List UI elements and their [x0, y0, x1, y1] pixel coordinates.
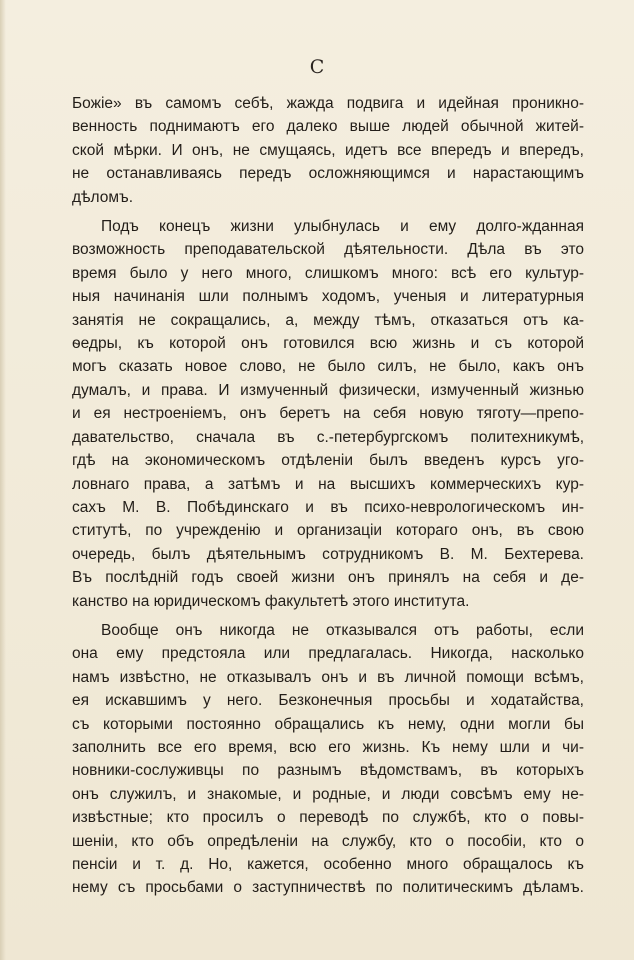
text-line: ея искавшимъ у него. Безконечныя просьбы и ходатайства, — [72, 692, 584, 710]
text-line: гдѣ на экономическомъ отдѣленіи былъ введенъ курсъ уго- — [72, 452, 584, 470]
text-line: очередь, былъ дѣятельнымъ сотрудникомъ В. М. Бехтерева. — [72, 545, 584, 563]
text-line: новники-сослуживцы по разнымъ вѣдомствамъ, въ которыхъ — [72, 762, 584, 780]
text-line: пенсіи и т. д. Но, кажется, особенно много обращалось къ — [72, 856, 584, 873]
text-line: могъ сказать новое слово, не было силъ, не было, какъ онъ — [72, 358, 584, 376]
text-line: ской мѣрки. И онъ, не смущаясь, идетъ все впередъ и впередъ, — [72, 141, 584, 159]
text-line: дѣломъ. — [72, 188, 134, 206]
text-line: время было у него много, слишкомъ много: всѣ его культур- — [72, 264, 584, 282]
text-line: Подъ конецъ жизни улыбнулась и ему долго-жданная — [101, 218, 584, 236]
text-line: думалъ, и права. И измученный физически, измученный жизнью — [72, 381, 584, 399]
text-line: намъ извѣстно, не отказывалъ онъ и въ личной помощи всѣмъ, — [72, 668, 584, 686]
text-line: съ которыми постоянно обращались къ нему, одни могли бы — [72, 715, 584, 733]
text-line: Въ послѣдній годъ своей жизни онъ принялъ на себя и де- — [72, 569, 584, 587]
text-line: сахъ М. В. Побѣдинскаго и въ психо-неврологическомъ ин- — [72, 498, 584, 516]
text-line: извѣстные; кто просилъ о переводѣ по службѣ, кто о повы- — [72, 809, 584, 827]
text-line: не останавливаясь передъ осложняющимся и нарастающимъ — [72, 165, 584, 183]
text-line: ѳедры, къ которой онъ готовился всю жизнь и съ которой — [72, 335, 584, 353]
text-line: занятія не сокращались, а, между тѣмъ, отказаться отъ ка- — [72, 311, 584, 329]
paragraph-1 — [72, 92, 584, 209]
text-line: канство на юридическомъ факультетѣ этого института. — [72, 592, 470, 610]
text-line: давательство, сначала въ с.-петербургскомъ политехникумѣ, — [72, 428, 584, 446]
text-line: нему съ просьбами о заступничествѣ по политическимъ дѣламъ. — [72, 879, 584, 897]
text-line: ныя начинанія шли полнымъ ходомъ, ученыя и литературныя — [72, 288, 584, 306]
paragraph-2 — [72, 215, 584, 613]
text-line: шеніи, кто объ опредѣленіи на службу, кто о пособіи, кто о — [72, 832, 584, 850]
text-line: венность поднимаютъ его далеко выше людей обычной житей- — [72, 118, 584, 136]
text-line: ловнаго права, а затѣмъ и на высшихъ коммерческихъ кур- — [72, 475, 584, 493]
page-number: С — [309, 56, 325, 78]
body-text — [72, 92, 584, 906]
text-line: и ея нестроеніемъ, онъ беретъ на себя новую тяготу—препо- — [72, 405, 584, 423]
text-line: Божіе» въ самомъ себѣ, жажда подвига и идейная проникно- — [72, 95, 584, 112]
text-line: Вообще онъ никогда не отказывался отъ работы, если — [101, 621, 584, 639]
text-line: ститутѣ, по учрежденію и организаціи котораго онъ, въ свою — [72, 522, 584, 540]
text-line: возможность преподавательской дѣятельности. Дѣла въ это — [72, 241, 584, 259]
text-line: онъ служилъ, и знакомые, и родные, и люди совсѣмъ ему не- — [72, 785, 584, 803]
text-line: она ему предстояла или предлагалась. Никогда, насколько — [72, 645, 584, 663]
paragraph-3 — [72, 619, 584, 900]
text-line: заполнить все его время, всю его жизнь. Къ нему шли и чи- — [72, 738, 584, 756]
page-binding-shadow — [0, 0, 6, 960]
